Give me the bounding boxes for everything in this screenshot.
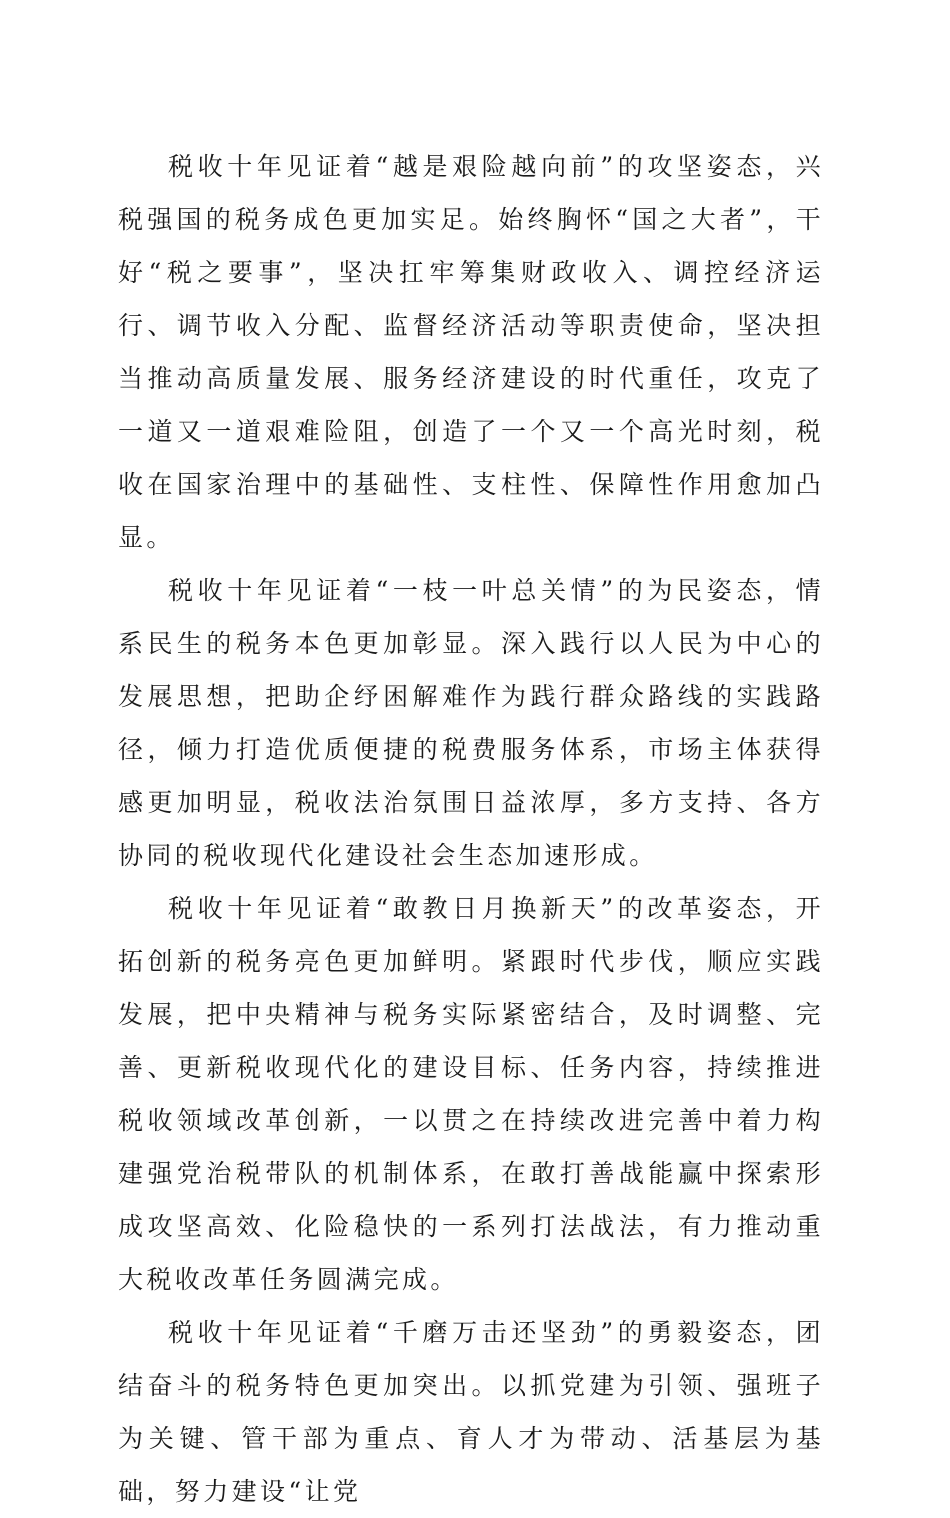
paragraph-tax-decade-perseverance: 税收十年见证着“千磨万击还坚劲”的勇毅姿态，团结奋斗的税务特色更加突出。以抓党建为引领、强班子为关键、管干部为重点、育人才为带动、活基层为基础，努力建设“让党: [118, 1318, 824, 1506]
paragraph-tax-decade-people: 税收十年见证着“一枝一叶总关情”的为民姿态，情系民生的税务本色更加彰显。深入践行以人民为中心的发展思想，把助企纾困解难作为践行群众路线的实践路径，倾力打造优质便捷的税费服务体系，市场主体获得感更加明显，税收法治氛围日益浓厚，多方支持、各方协同的税收现代化建设社会生态加速形成。: [118, 576, 824, 870]
paragraph-tax-decade-reform: 税收十年见证着“敢教日月换新天”的改革姿态，开拓创新的税务亮色更加鲜明。紧跟时代步伐，顺应实践发展，把中央精神与税务实际紧密结合，及时调整、完善、更新税收现代化的建设目标、任务内容，持续推进税收领域改革创新，一以贯之在持续改进完善中着力构建强党治税带队的机制体系，在敢打善战能赢中探索形成攻坚高效、化险稳快的一系列打法战法，有力推动重大税收改革任务圆满完成。: [118, 894, 824, 1294]
paragraph-tax-decade-tackling: 税收十年见证着“越是艰险越向前”的攻坚姿态，兴税强国的税务成色更加实足。始终胸怀“国之大者”，干好“税之要事”，坚决扛牢筹集财政收入、调控经济运行、调节收入分配、监督经济活动等职责使命，坚决担当推动高质量发展、服务经济建设的时代重任，攻克了一道又一道艰难险阻，创造了一个又一个高光时刻，税收在国家治理中的基础性、支柱性、保障性作用愈加凸显。: [118, 152, 824, 552]
document-body: [118, 140, 824, 1518]
